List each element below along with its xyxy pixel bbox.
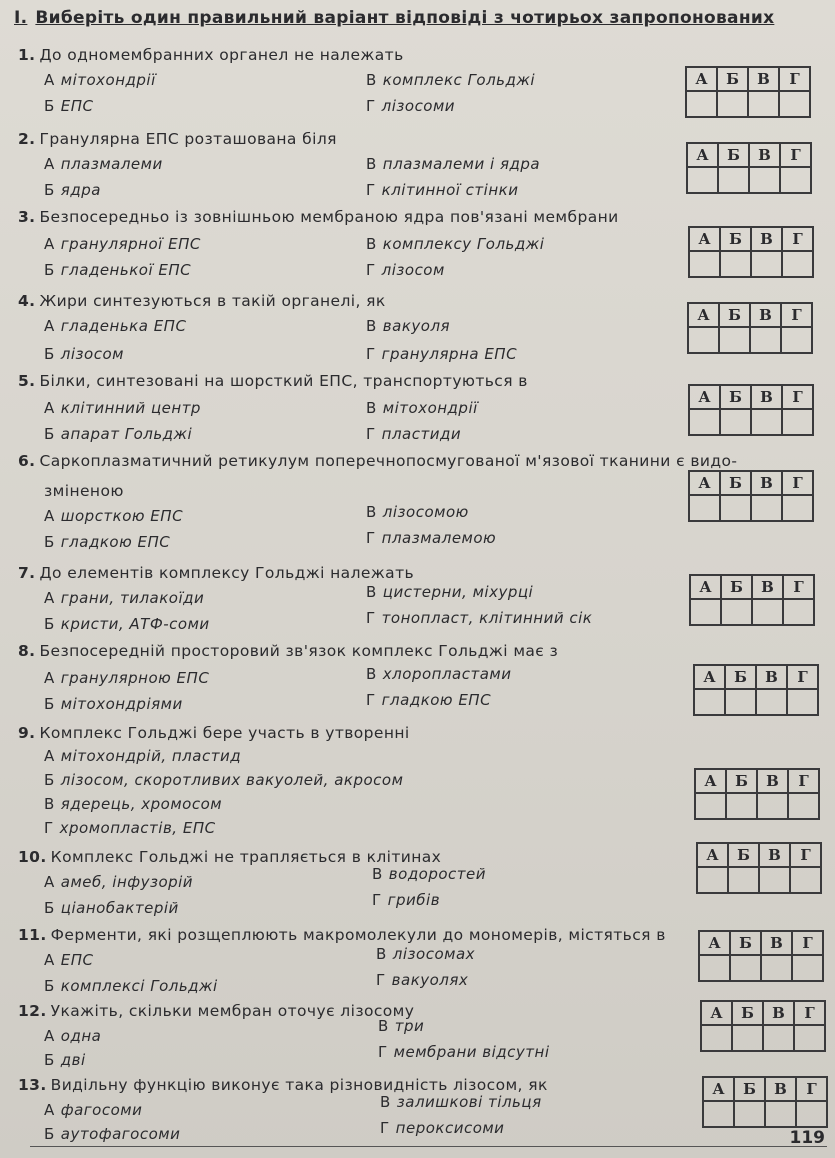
q2-option-a[interactable]: А плазмалеми xyxy=(44,155,163,173)
q7-option-a[interactable]: А грани, тилакоїди xyxy=(44,589,205,607)
q2-option-c[interactable]: В плазмалеми і ядра xyxy=(366,155,541,173)
question-11: 11. Ферменти, які розщеплюють макромолекули до мономерів, містяться в xyxy=(18,926,666,944)
page-number: 119 xyxy=(789,1128,825,1148)
answer-cell[interactable] xyxy=(699,955,730,981)
q4-option-c[interactable]: В вакуоля xyxy=(366,317,451,335)
q5-option-b[interactable]: Б апарат Гольджі xyxy=(44,425,193,443)
q9-option-c[interactable]: В ядерець, хромосом xyxy=(44,795,223,813)
q3-option-b[interactable]: Б гладенької ЕПС xyxy=(44,261,192,279)
answer-cell[interactable] xyxy=(756,689,787,715)
answer-cell[interactable] xyxy=(782,495,813,521)
answer-grid-13: А Б В Г xyxy=(702,1076,828,1128)
q2-option-d[interactable]: Г клітинної стінки xyxy=(366,181,519,199)
question-6-continued: зміненою xyxy=(44,482,124,500)
question-3: 3. Безпосередньо із зовнішньою мембраною ядра пов'язані мембрани xyxy=(18,208,619,226)
answer-grid-10: А Б В Г xyxy=(696,842,822,894)
q11-option-a[interactable]: А ЕПС xyxy=(44,951,94,969)
question-8: 8. Безпосередній просторовий зв'язок комплекс Гольджі має з xyxy=(18,642,559,660)
question-13: 13. Видільну функцію виконує така різновидність лізосом, як xyxy=(18,1076,548,1094)
q11-option-c[interactable]: В лізосомах xyxy=(376,945,476,963)
section-title: Виберіть один правильний варіант відповіді з чотирьох запропонованих xyxy=(35,8,775,28)
answer-cell[interactable] xyxy=(720,495,751,521)
q5-option-c[interactable]: В мітохондрії xyxy=(366,399,478,417)
answer-cell[interactable] xyxy=(732,1025,763,1051)
answer-cell[interactable] xyxy=(726,793,757,819)
q5-option-a[interactable]: А клітинний центр xyxy=(44,399,201,417)
answer-cell[interactable] xyxy=(719,327,750,353)
answer-cell[interactable] xyxy=(790,867,821,893)
answer-cell[interactable] xyxy=(787,689,818,715)
question-7: 7. До елементів комплексу Гольджі належать xyxy=(18,564,415,582)
q12-option-d[interactable]: Г мембрани відсутні xyxy=(378,1043,550,1061)
answer-cell[interactable] xyxy=(761,955,792,981)
q2-option-b[interactable]: Б ядра xyxy=(44,181,101,199)
answer-cell[interactable] xyxy=(687,167,718,193)
answer-cell[interactable] xyxy=(763,1025,794,1051)
answer-cell[interactable] xyxy=(782,251,813,277)
q13-option-c[interactable]: В залишкові тільця xyxy=(380,1093,542,1111)
answer-cell[interactable] xyxy=(728,867,759,893)
q5-option-d[interactable]: Г пластиди xyxy=(366,425,462,443)
answer-cell[interactable] xyxy=(703,1101,734,1127)
answer-cell[interactable] xyxy=(725,689,756,715)
answer-cell[interactable] xyxy=(792,955,823,981)
answer-grid-2: А Б В Г xyxy=(686,142,812,194)
answer-cell[interactable] xyxy=(720,409,751,435)
q4-option-d[interactable]: Г гранулярна ЕПС xyxy=(366,345,518,363)
q9-option-d[interactable]: Г хромопластів, ЕПС xyxy=(44,819,216,837)
q13-option-a[interactable]: А фагосоми xyxy=(44,1101,143,1119)
answer-grid-4: А Б В Г xyxy=(687,302,813,354)
answer-cell[interactable] xyxy=(788,793,819,819)
q1-option-c[interactable]: В комплекс Гольджі xyxy=(366,71,536,89)
q1-option-b[interactable]: Б ЕПС xyxy=(44,97,94,115)
q10-option-d[interactable]: Г грибів xyxy=(372,891,441,909)
answer-cell[interactable] xyxy=(752,599,783,625)
answer-grid-9: А Б В Г xyxy=(694,768,820,820)
section-number: I. xyxy=(14,8,28,28)
answer-cell[interactable] xyxy=(759,867,790,893)
q12-option-b[interactable]: Б дві xyxy=(44,1051,86,1069)
q6-option-a[interactable]: А шорсткою ЕПС xyxy=(44,507,184,525)
q7-option-c[interactable]: В цистерни, міхурці xyxy=(366,583,534,601)
footer-rule xyxy=(30,1146,827,1147)
answer-cell[interactable] xyxy=(734,1101,765,1127)
answer-cell[interactable] xyxy=(751,409,782,435)
answer-grid-7: А Б В Г xyxy=(689,574,815,626)
q10-option-c[interactable]: В водоростей xyxy=(372,865,487,883)
answer-cell[interactable] xyxy=(689,409,720,435)
answer-cell[interactable] xyxy=(718,167,749,193)
answer-cell[interactable] xyxy=(781,327,812,353)
q3-option-c[interactable]: В комплексу Гольджі xyxy=(366,235,545,253)
q10-option-b[interactable]: Б ціанобактерій xyxy=(44,899,179,917)
answer-cell[interactable] xyxy=(701,1025,732,1051)
q9-option-b[interactable]: Б лізосом, скоротливих вакуолей, акросом xyxy=(44,771,404,789)
question-10: 10. Комплекс Гольджі не трапляється в клітинах xyxy=(18,848,442,866)
answer-grid-6: А Б В Г xyxy=(688,470,814,522)
q7-option-b[interactable]: Б кристи, АТФ-соми xyxy=(44,615,210,633)
question-6: 6. Саркоплазматичний ретикулум поперечнопосмугованої м'язової тканини є видо- xyxy=(18,452,738,470)
answer-cell[interactable] xyxy=(782,409,813,435)
q11-option-b[interactable]: Б комплексі Гольджі xyxy=(44,977,218,995)
answer-cell[interactable] xyxy=(694,689,725,715)
q1-option-d[interactable]: Г лізосоми xyxy=(366,97,456,115)
answer-grid-5: А Б В Г xyxy=(688,384,814,436)
answer-cell[interactable] xyxy=(794,1025,825,1051)
q12-option-c[interactable]: В три xyxy=(378,1017,425,1035)
q8-option-a[interactable]: А гранулярною ЕПС xyxy=(44,669,210,687)
answer-cell[interactable] xyxy=(689,495,720,521)
answer-cell[interactable] xyxy=(749,167,780,193)
q8-option-b[interactable]: Б мітохондріями xyxy=(44,695,183,713)
answer-cell[interactable] xyxy=(765,1101,796,1127)
answer-cell[interactable] xyxy=(780,167,811,193)
answer-cell[interactable] xyxy=(686,91,717,117)
q7-option-d[interactable]: Г тонопласт, клітинний сік xyxy=(366,609,593,627)
answer-grid-12: А Б В Г xyxy=(700,1000,826,1052)
q6-option-d[interactable]: Г плазмалемою xyxy=(366,529,497,547)
answer-cell[interactable] xyxy=(689,251,720,277)
question-1: 1. До одномембранних органел не належать xyxy=(18,46,404,64)
q6-option-c[interactable]: В лізосомою xyxy=(366,503,469,521)
q13-option-d[interactable]: Г пероксисоми xyxy=(380,1119,505,1137)
answer-grid-1: А Б В Г xyxy=(685,66,811,118)
answer-cell[interactable] xyxy=(730,955,761,981)
answer-cell[interactable] xyxy=(697,867,728,893)
answer-cell[interactable] xyxy=(751,251,782,277)
answer-grid-3: А Б В Г xyxy=(688,226,814,278)
question-9: 9. Комплекс Гольджі бере участь в утворенні xyxy=(18,724,410,742)
q8-option-d[interactable]: Г гладкою ЕПС xyxy=(366,691,492,709)
answer-cell[interactable] xyxy=(717,91,748,117)
answer-cell[interactable] xyxy=(750,327,781,353)
q4-option-a[interactable]: А гладенька ЕПС xyxy=(44,317,187,335)
q9-option-a[interactable]: А мітохондрій, пластид xyxy=(44,747,242,765)
q11-option-d[interactable]: Г вакуолях xyxy=(376,971,469,989)
q10-option-a[interactable]: А амеб, інфузорій xyxy=(44,873,194,891)
answer-cell[interactable] xyxy=(783,599,814,625)
q3-option-a[interactable]: А гранулярної ЕПС xyxy=(44,235,201,253)
answer-cell[interactable] xyxy=(779,91,810,117)
q3-option-d[interactable]: Г лізосом xyxy=(366,261,445,279)
answer-cell[interactable] xyxy=(721,599,752,625)
section-heading xyxy=(14,8,774,28)
question-12: 12. Укажіть, скільки мембран оточує лізосому xyxy=(18,1002,415,1020)
answer-cell[interactable] xyxy=(751,495,782,521)
answer-cell[interactable] xyxy=(796,1101,827,1127)
question-2: 2. Гранулярна ЕПС розташована біля xyxy=(18,130,337,148)
answer-grid-8: А Б В Г xyxy=(693,664,819,716)
answer-cell[interactable] xyxy=(757,793,788,819)
answer-grid-11: А Б В Г xyxy=(698,930,824,982)
q8-option-c[interactable]: В хлоропластами xyxy=(366,665,512,683)
q12-option-a[interactable]: А одна xyxy=(44,1027,102,1045)
answer-cell[interactable] xyxy=(720,251,751,277)
question-5: 5. Білки, синтезовані на шорсткий ЕПС, транспортуються в xyxy=(18,372,528,390)
answer-cell[interactable] xyxy=(695,793,726,819)
question-4: 4. Жири синтезуються в такій органелі, як xyxy=(18,292,386,310)
answer-cell[interactable] xyxy=(688,327,719,353)
q1-option-a[interactable]: А мітохондрії xyxy=(44,71,156,89)
q6-option-b[interactable]: Б гладкою ЕПС xyxy=(44,533,171,551)
q4-option-b[interactable]: Б лізосом xyxy=(44,345,124,363)
answer-cell[interactable] xyxy=(690,599,721,625)
answer-cell[interactable] xyxy=(748,91,779,117)
q13-option-b[interactable]: Б аутофагосоми xyxy=(44,1125,181,1143)
